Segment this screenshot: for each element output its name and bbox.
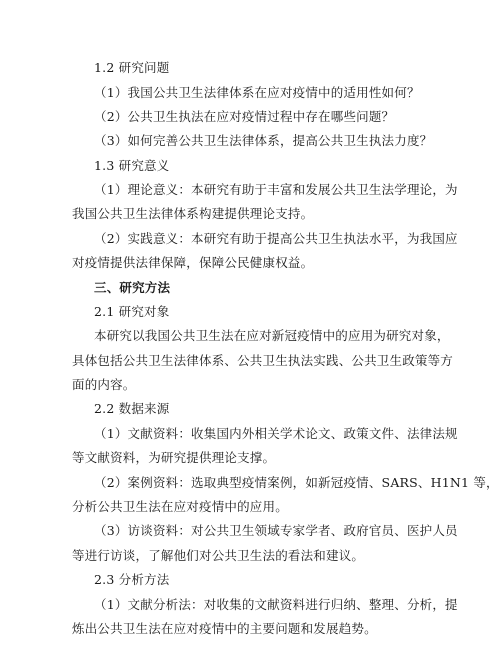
significance-practice-line-1: （2）实践意义：本研究有助于提高公共卫生执法水平，为我国应 <box>94 231 458 246</box>
data-source-interviews-line-2: 等进行访谈，了解他们对公共卫生法的看法和建议。 <box>72 548 365 563</box>
question-item-2: （2）公共卫生执法在应对疫情过程中存在哪些问题？ <box>94 109 395 124</box>
research-object-line-2: 具体包括公共卫生法律体系、公共卫生执法实践、公共卫生政策等方 <box>72 353 454 368</box>
significance-practice-line-2: 对疫情提供法律保障，保障公民健康权益。 <box>72 255 314 270</box>
analysis-method-line-2: 炼出公共卫生法在应对疫情中的主要问题和发展趋势。 <box>72 621 377 636</box>
section-heading-2-2: 2.2 数据来源 <box>94 401 170 416</box>
section-heading-1-2: 1.2 研究问题 <box>94 60 170 75</box>
research-object-line-1: 本研究以我国公共卫生法在应对新冠疫情中的应用为研究对象， <box>94 328 450 343</box>
data-source-cases-line-2: 分析公共卫生法在应对疫情中的应用。 <box>72 499 288 514</box>
data-source-interviews-line-1: （3）访谈资料：对公共卫生领域专家学者、政府官员、医护人员 <box>94 523 458 538</box>
data-source-literature-line-2: 等文献资料，为研究提供理论支撑。 <box>72 450 276 465</box>
section-heading-1-3: 1.3 研究意义 <box>94 158 170 173</box>
research-object-line-3: 面的内容。 <box>72 377 136 392</box>
section-heading-2-3: 2.3 分析方法 <box>94 572 170 587</box>
chapter-heading-methods: 三、研究方法 <box>94 280 171 295</box>
data-source-literature-line-1: （1）文献资料：收集国内外相关学术论文、政策文件、法律法规 <box>94 426 458 441</box>
data-source-cases-line-1: （2）案例资料：选取典型疫情案例，如新冠疫情、SARS、H1N1 等， <box>94 475 499 490</box>
question-item-1: （1）我国公共卫生法律体系在应对疫情中的适用性如何？ <box>94 85 420 100</box>
significance-theory-line-1: （1）理论意义：本研究有助于丰富和发展公共卫生法学理论，为 <box>94 182 458 197</box>
section-heading-2-1: 2.1 研究对象 <box>94 304 170 319</box>
analysis-method-line-1: （1）文献分析法：对收集的文献资料进行归纳、整理、分析，提 <box>94 597 458 612</box>
significance-theory-line-2: 我国公共卫生法律体系构建提供理论支持。 <box>72 206 314 221</box>
question-item-3: （3）如何完善公共卫生法律体系，提高公共卫生执法力度？ <box>94 133 433 148</box>
